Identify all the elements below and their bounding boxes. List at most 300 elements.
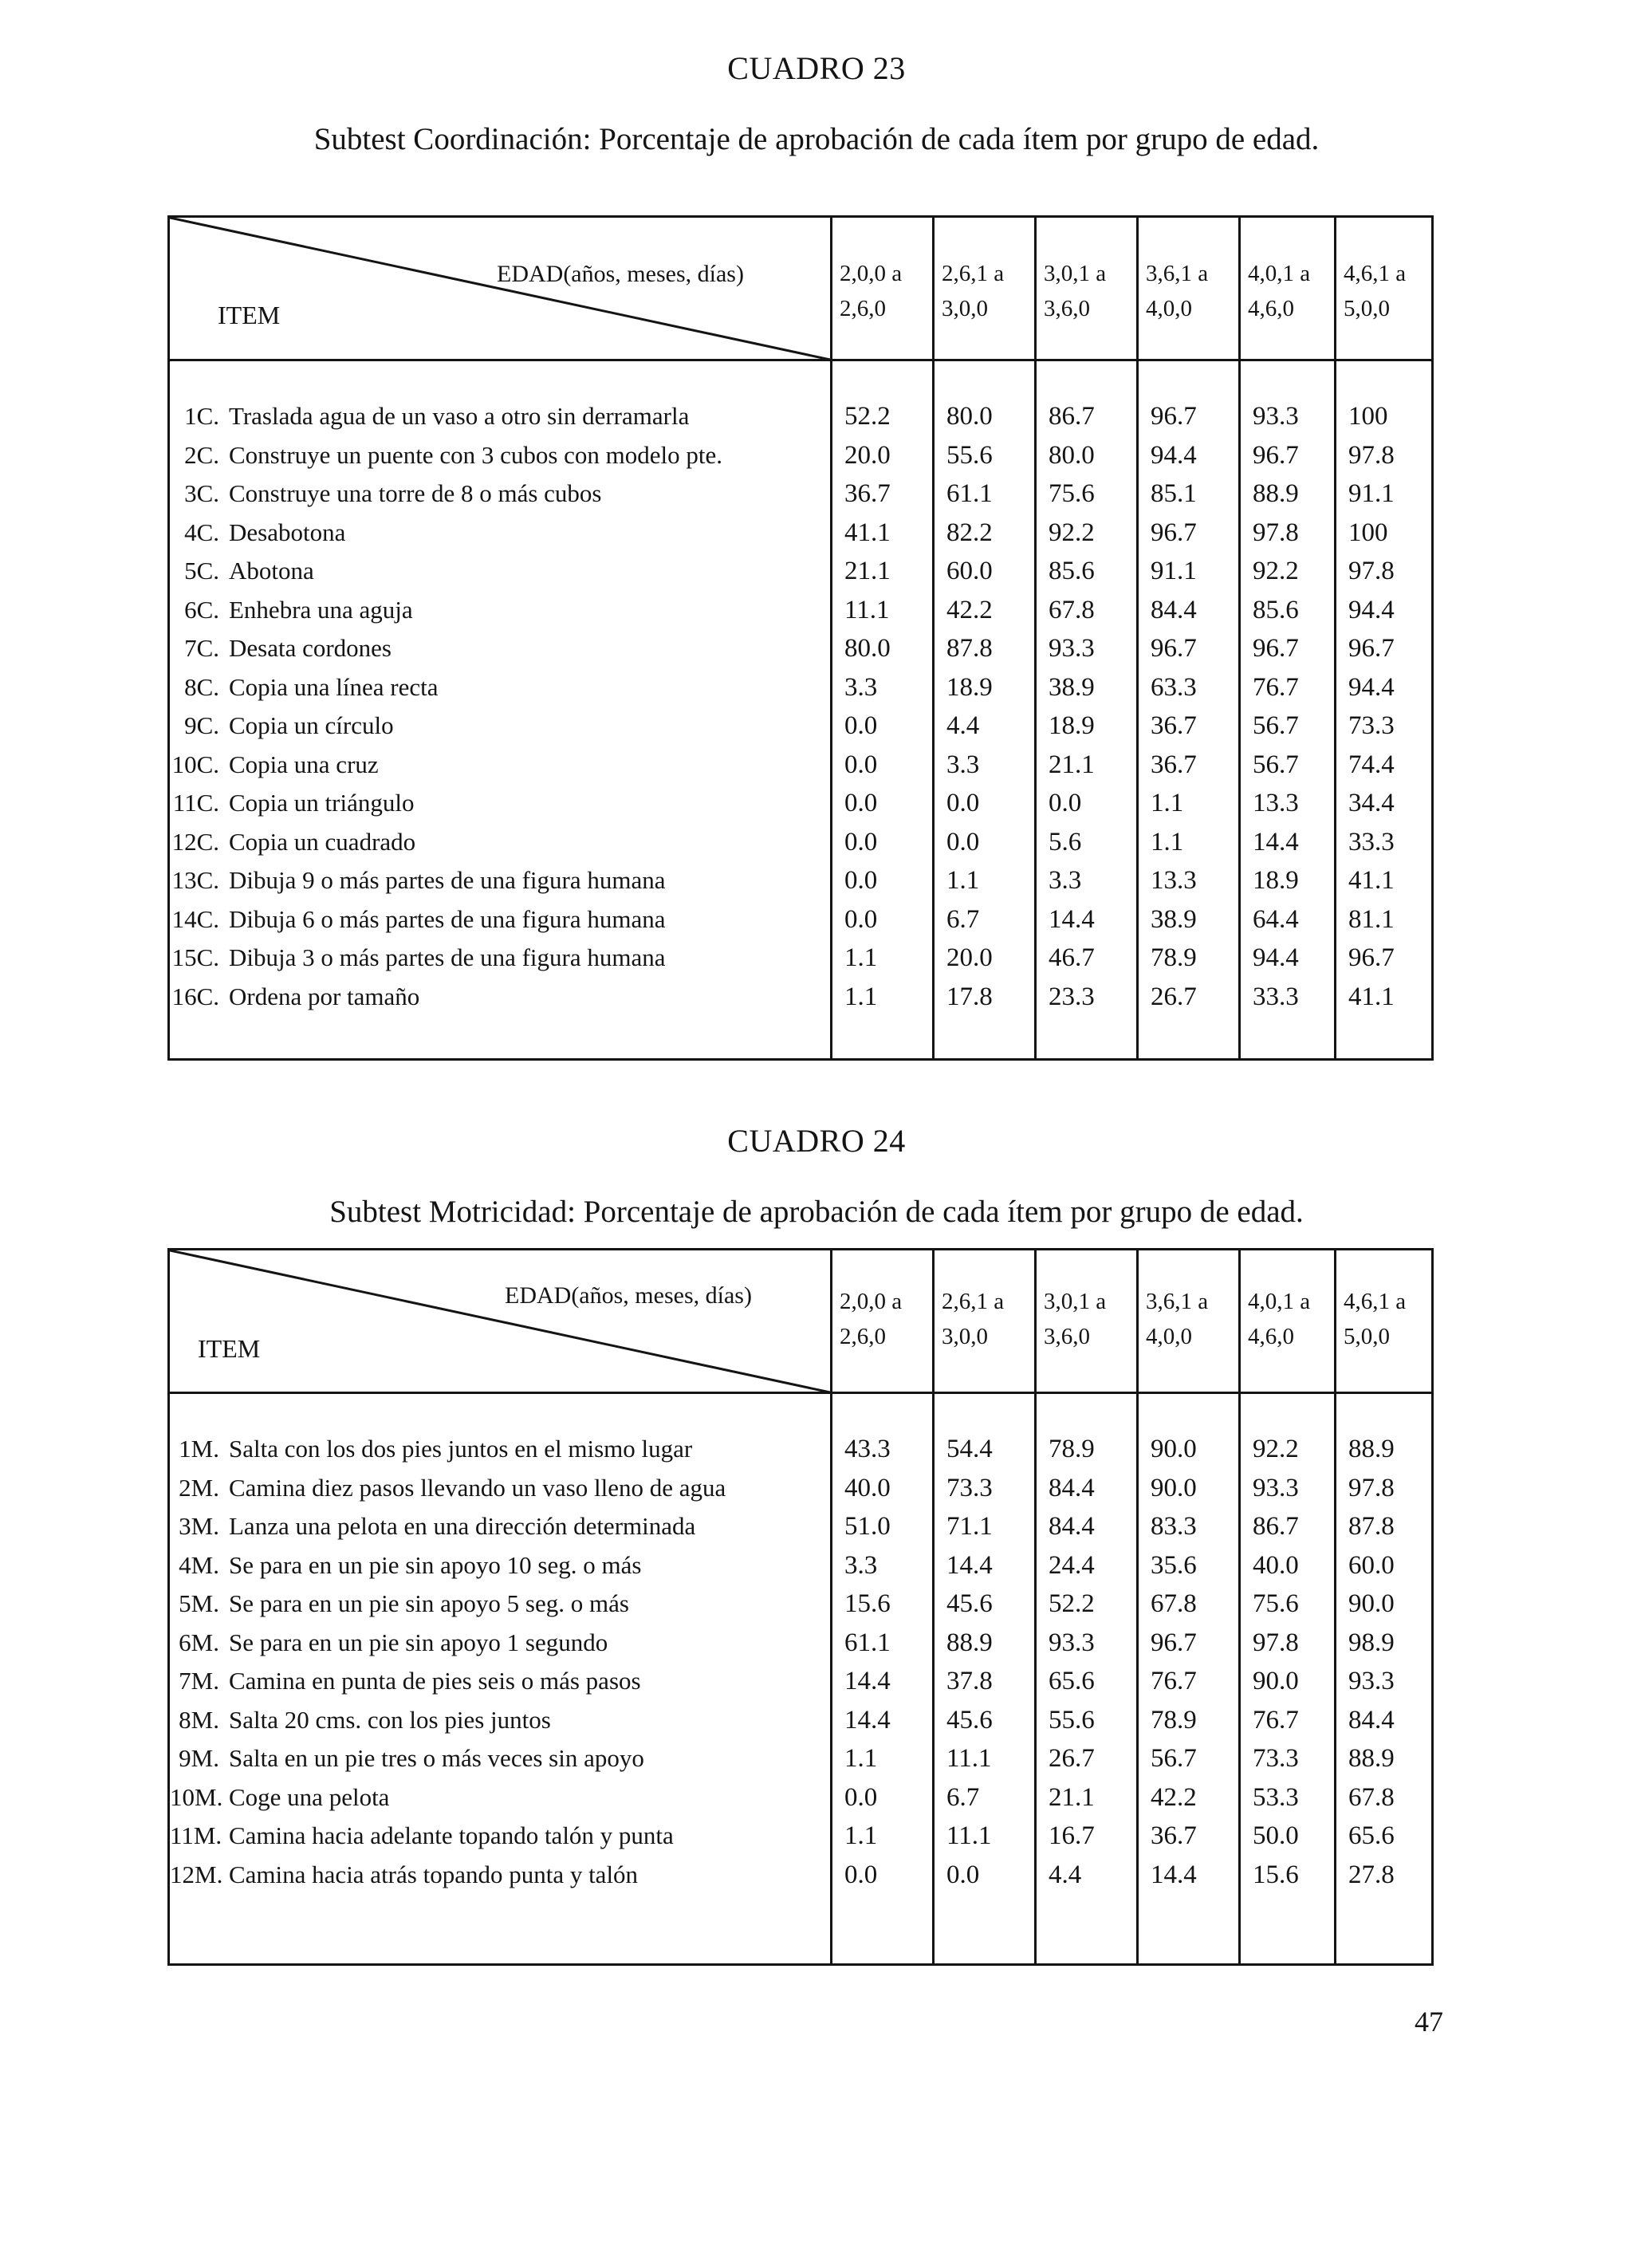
item-code: 5M. <box>179 1589 219 1617</box>
item-code: 12M. <box>170 1860 223 1888</box>
table-23-title: CUADRO 23 <box>727 50 906 86</box>
item-label-cell <box>170 823 415 861</box>
percentage-cell: 5.6 <box>1049 827 1082 856</box>
percentage-cell: 84.4 <box>1049 1473 1095 1502</box>
table-row <box>170 823 1431 861</box>
item-code: 9M. <box>179 1744 219 1772</box>
percentage-cell: 97.8 <box>1348 440 1395 470</box>
age-group-header <box>1344 256 1406 326</box>
percentage-cell: 20.0 <box>946 943 993 972</box>
percentage-cell: 1.1 <box>844 1821 878 1850</box>
percentage-cell: 92.2 <box>1253 557 1299 585</box>
percentage-cell: 42.2 <box>1151 1782 1197 1812</box>
percentage-cell: 56.7 <box>1151 1744 1197 1773</box>
percentage-cell: 97.8 <box>1253 518 1299 547</box>
item-code: 3M. <box>179 1512 219 1540</box>
percentage-cell: 93.3 <box>1253 402 1299 431</box>
item-code: 5C. <box>184 557 219 585</box>
item-label-cell <box>170 629 392 667</box>
percentage-cell: 94.4 <box>1348 595 1395 624</box>
age-to: 4,6,0 <box>1248 296 1294 321</box>
age-from: 4,0,1 a <box>1248 261 1311 286</box>
percentage-cell: 92.2 <box>1049 518 1095 547</box>
table-row <box>170 474 1431 513</box>
header-divider <box>170 359 1431 361</box>
item-code: 3C. <box>184 479 219 507</box>
percentage-cell: 36.7 <box>1151 711 1197 740</box>
table-row <box>170 1546 1431 1585</box>
percentage-cell: 73.3 <box>946 1473 993 1502</box>
item-code: 2M. <box>179 1473 219 1502</box>
percentage-cell: 23.3 <box>1049 982 1095 1011</box>
percentage-cell: 6.7 <box>946 1782 980 1812</box>
percentage-cell: 90.0 <box>1253 1667 1299 1695</box>
item-code: 4M. <box>179 1550 219 1579</box>
item-code: 8C. <box>184 672 219 701</box>
percentage-cell: 92.2 <box>1253 1435 1299 1463</box>
item-description: Se para en un pie sin apoyo 10 seg. o más <box>229 1550 642 1579</box>
percentage-cell: 4.4 <box>1049 1860 1082 1889</box>
percentage-cell: 0.0 <box>844 789 878 817</box>
percentage-cell: 3.3 <box>844 1550 878 1580</box>
item-description: Camina en punta de pies seis o más pasos <box>229 1667 641 1695</box>
percentage-cell: 0.0 <box>844 904 878 934</box>
item-description: Salta en un pie tres o más veces sin apoyo <box>229 1744 644 1772</box>
table-row <box>170 436 1431 474</box>
item-code: 10C. <box>171 750 219 778</box>
table-row <box>170 1778 1431 1817</box>
item-description: Copia un triángulo <box>229 789 415 817</box>
item-label-cell <box>170 1662 641 1700</box>
percentage-cell: 73.3 <box>1253 1744 1299 1773</box>
percentage-cell: 88.9 <box>946 1628 993 1657</box>
age-to: 4,0,0 <box>1146 296 1192 321</box>
item-description: Se para en un pie sin apoyo 1 segundo <box>229 1628 608 1656</box>
item-label-cell <box>170 939 666 977</box>
percentage-cell: 63.3 <box>1151 672 1197 702</box>
item-label-cell <box>170 707 394 745</box>
percentage-cell: 53.3 <box>1253 1782 1299 1812</box>
percentage-cell: 100 <box>1348 402 1388 431</box>
percentage-cell: 96.7 <box>1151 402 1197 431</box>
item-description: Lanza una pelota en una dirección determinada <box>229 1512 696 1540</box>
item-label-cell <box>170 1817 674 1855</box>
item-label-cell <box>170 591 413 629</box>
percentage-cell: 54.4 <box>946 1435 993 1463</box>
percentage-cell: 80.0 <box>946 402 993 431</box>
percentage-cell: 85.1 <box>1151 479 1197 508</box>
percentage-cell: 42.2 <box>946 595 993 624</box>
percentage-cell: 93.3 <box>1348 1667 1395 1695</box>
percentage-cell: 18.9 <box>1049 711 1095 740</box>
percentage-cell: 90.0 <box>1348 1589 1395 1618</box>
item-description: Desabotona <box>229 518 346 546</box>
header-item: ITEM <box>198 1334 261 1363</box>
age-to: 3,6,0 <box>1044 1324 1090 1349</box>
item-label-cell <box>170 474 601 513</box>
item-description: Dibuja 6 o más partes de una figura humana <box>229 904 666 933</box>
percentage-cell: 87.8 <box>1348 1512 1395 1541</box>
item-label-cell <box>170 1739 644 1778</box>
percentage-cell: 0.0 <box>1049 789 1082 817</box>
percentage-cell: 0.0 <box>946 1860 980 1889</box>
percentage-cell: 21.1 <box>844 557 891 585</box>
table-row <box>170 1817 1431 1855</box>
item-description: Desata cordones <box>229 634 392 662</box>
percentage-cell: 71.1 <box>946 1512 993 1541</box>
item-description: Copia una línea recta <box>229 672 439 701</box>
percentage-cell: 88.9 <box>1348 1744 1395 1773</box>
percentage-cell: 78.9 <box>1151 943 1197 972</box>
percentage-cell: 90.0 <box>1151 1435 1197 1463</box>
percentage-cell: 11.1 <box>844 595 890 624</box>
item-code: 14C. <box>171 904 219 933</box>
table-row <box>170 514 1431 552</box>
age-from: 2,6,1 a <box>942 1289 1005 1314</box>
percentage-cell: 94.4 <box>1348 672 1395 702</box>
age-to: 5,0,0 <box>1344 296 1390 321</box>
header-item: ITEM <box>218 301 281 329</box>
percentage-cell: 51.0 <box>844 1512 891 1541</box>
age-to: 3,6,0 <box>1044 296 1090 321</box>
percentage-cell: 75.6 <box>1253 1589 1299 1618</box>
percentage-cell: 41.1 <box>844 518 891 547</box>
percentage-cell: 91.1 <box>1348 479 1395 508</box>
percentage-cell: 81.1 <box>1348 904 1395 934</box>
age-group-header <box>1146 256 1208 326</box>
percentage-cell: 36.7 <box>1151 750 1197 779</box>
percentage-cell: 14.4 <box>844 1705 891 1734</box>
item-code: 7M. <box>179 1667 219 1695</box>
item-code: 13C. <box>171 866 219 894</box>
item-label-cell <box>170 900 666 939</box>
percentage-cell: 20.0 <box>844 440 891 470</box>
item-label-cell <box>170 861 666 900</box>
percentage-cell: 1.1 <box>1151 827 1184 856</box>
percentage-cell: 96.7 <box>1151 1628 1197 1657</box>
percentage-cell: 85.6 <box>1049 557 1095 585</box>
age-group-header <box>1044 1284 1106 1354</box>
percentage-cell: 78.9 <box>1049 1435 1095 1463</box>
item-code: 4C. <box>184 518 219 546</box>
percentage-cell: 74.4 <box>1348 750 1395 779</box>
age-to: 4,0,0 <box>1146 1324 1192 1349</box>
age-group-header <box>942 1284 1004 1354</box>
header-edad: EDAD(años, meses, días) <box>497 261 744 287</box>
percentage-cell: 82.2 <box>946 518 993 547</box>
percentage-cell: 16.7 <box>1049 1821 1095 1850</box>
percentage-cell: 96.7 <box>1348 634 1395 663</box>
age-group-header <box>1248 1284 1310 1354</box>
item-description: Camina hacia atrás topando punta y talón <box>229 1860 639 1888</box>
header-edad: EDAD(años, meses, días) <box>505 1282 752 1309</box>
age-to: 5,0,0 <box>1344 1324 1390 1349</box>
table-23 <box>167 215 1434 1061</box>
percentage-cell: 76.7 <box>1151 1667 1197 1695</box>
item-description: Se para en un pie sin apoyo 5 seg. o más <box>229 1589 629 1617</box>
item-code: 16C. <box>171 982 219 1010</box>
percentage-cell: 60.0 <box>1348 1550 1395 1580</box>
percentage-cell: 13.3 <box>1151 866 1197 895</box>
percentage-cell: 96.7 <box>1253 634 1299 663</box>
percentage-cell: 15.6 <box>1253 1860 1299 1889</box>
item-label-cell <box>170 514 345 552</box>
table-row <box>170 1507 1431 1545</box>
percentage-cell: 83.3 <box>1151 1512 1197 1541</box>
table-row <box>170 1662 1431 1700</box>
percentage-cell: 88.9 <box>1348 1435 1395 1463</box>
percentage-cell: 3.3 <box>1049 866 1082 895</box>
item-description: Dibuja 3 o más partes de una figura humana <box>229 943 666 971</box>
percentage-cell: 21.1 <box>1049 1782 1095 1812</box>
percentage-cell: 36.7 <box>844 479 891 508</box>
percentage-cell: 61.1 <box>946 479 993 508</box>
table-row <box>170 629 1431 667</box>
table-row <box>170 861 1431 900</box>
percentage-cell: 50.0 <box>1253 1821 1299 1850</box>
percentage-cell: 11.1 <box>946 1821 992 1850</box>
percentage-cell: 14.4 <box>1253 827 1299 856</box>
percentage-cell: 43.3 <box>844 1435 891 1463</box>
percentage-cell: 18.9 <box>1253 866 1299 895</box>
age-group-header <box>1344 1284 1406 1354</box>
age-to: 2,6,0 <box>840 1324 886 1349</box>
percentage-cell: 3.3 <box>844 672 878 702</box>
percentage-cell: 80.0 <box>1049 440 1095 470</box>
item-code: 9C. <box>184 711 219 739</box>
percentage-cell: 93.3 <box>1049 1628 1095 1657</box>
percentage-cell: 0.0 <box>946 789 980 817</box>
percentage-cell: 0.0 <box>946 827 980 856</box>
percentage-cell: 52.2 <box>1049 1589 1095 1618</box>
table-row <box>170 1856 1431 1894</box>
item-label-cell <box>170 1624 608 1662</box>
percentage-cell: 93.3 <box>1253 1473 1299 1502</box>
percentage-cell: 87.8 <box>946 634 993 663</box>
percentage-cell: 56.7 <box>1253 750 1299 779</box>
percentage-cell: 14.4 <box>844 1667 891 1695</box>
table-24-subtitle: Subtest Motricidad: Porcentaje de aprobación de cada ítem por grupo de edad. <box>329 1195 1304 1229</box>
table-24 <box>167 1248 1434 1966</box>
age-group-header <box>840 1284 902 1354</box>
age-from: 2,6,1 a <box>942 261 1005 286</box>
item-label-cell <box>170 1546 641 1585</box>
age-group-header <box>1248 256 1310 326</box>
table-row <box>170 397 1431 435</box>
percentage-cell: 90.0 <box>1151 1473 1197 1502</box>
percentage-cell: 46.7 <box>1049 943 1095 972</box>
percentage-cell: 96.7 <box>1253 440 1299 470</box>
percentage-cell: 13.3 <box>1253 789 1299 817</box>
item-code: 11C. <box>172 789 219 817</box>
percentage-cell: 26.7 <box>1049 1744 1095 1773</box>
item-label-cell <box>170 1778 389 1817</box>
item-code: 10M. <box>170 1782 223 1811</box>
item-code: 1M. <box>179 1435 219 1463</box>
percentage-cell: 0.0 <box>844 1782 878 1812</box>
percentage-cell: 56.7 <box>1253 711 1299 740</box>
percentage-cell: 65.6 <box>1049 1667 1095 1695</box>
item-description: Abotona <box>229 557 314 585</box>
percentage-cell: 0.0 <box>844 866 878 895</box>
percentage-cell: 11.1 <box>946 1744 992 1773</box>
item-description: Enhebra una aguja <box>229 595 413 624</box>
item-label-cell <box>170 1585 629 1623</box>
percentage-cell: 86.7 <box>1049 402 1095 431</box>
percentage-cell: 67.8 <box>1049 595 1095 624</box>
percentage-cell: 45.6 <box>946 1705 993 1734</box>
percentage-cell: 78.9 <box>1151 1705 1197 1734</box>
page-number: 47 <box>1415 2006 1443 2038</box>
header-diagonal-line <box>170 1250 832 1394</box>
table-row <box>170 1701 1431 1739</box>
percentage-cell: 94.4 <box>1253 943 1299 972</box>
percentage-cell: 14.4 <box>946 1550 993 1580</box>
item-label-cell <box>170 1430 692 1468</box>
percentage-cell: 0.0 <box>844 711 878 740</box>
item-label-cell <box>170 397 689 435</box>
item-description: Copia un cuadrado <box>229 827 416 856</box>
item-description: Camina diez pasos llevando un vaso lleno de agua <box>229 1473 726 1502</box>
percentage-cell: 34.4 <box>1348 789 1395 817</box>
age-to: 4,6,0 <box>1248 1324 1294 1349</box>
table-row <box>170 1624 1431 1662</box>
percentage-cell: 98.9 <box>1348 1628 1395 1657</box>
item-code: 15C. <box>171 943 219 971</box>
percentage-cell: 67.8 <box>1151 1589 1197 1618</box>
item-label-cell <box>170 1469 726 1507</box>
percentage-cell: 37.8 <box>946 1667 993 1695</box>
percentage-cell: 88.9 <box>1253 479 1299 508</box>
percentage-cell: 38.9 <box>1049 672 1095 702</box>
item-label-cell <box>170 1701 551 1739</box>
percentage-cell: 35.6 <box>1151 1550 1197 1580</box>
percentage-cell: 55.6 <box>1049 1705 1095 1734</box>
item-label-cell <box>170 784 414 822</box>
age-from: 3,6,1 a <box>1146 1289 1209 1314</box>
percentage-cell: 94.4 <box>1151 440 1197 470</box>
percentage-cell: 33.3 <box>1348 827 1395 856</box>
percentage-cell: 91.1 <box>1151 557 1197 585</box>
table-row <box>170 939 1431 977</box>
item-code: 2C. <box>184 440 219 469</box>
table-row <box>170 552 1431 590</box>
table-row <box>170 746 1431 784</box>
percentage-cell: 84.4 <box>1049 1512 1095 1541</box>
table-row <box>170 668 1431 707</box>
percentage-cell: 96.7 <box>1348 943 1395 972</box>
item-description: Dibuja 9 o más partes de una figura humana <box>229 866 666 894</box>
percentage-cell: 0.0 <box>844 750 878 779</box>
percentage-cell: 15.6 <box>844 1589 891 1618</box>
percentage-cell: 84.4 <box>1151 595 1197 624</box>
percentage-cell: 33.3 <box>1253 982 1299 1011</box>
percentage-cell: 40.0 <box>1253 1550 1299 1580</box>
item-code: 12C. <box>171 827 219 856</box>
item-code: 8M. <box>179 1705 219 1734</box>
percentage-cell: 0.0 <box>844 827 878 856</box>
age-from: 3,0,1 a <box>1044 261 1107 286</box>
percentage-cell: 67.8 <box>1348 1782 1395 1812</box>
table-23-subtitle: Subtest Coordinación: Porcentaje de aprobación de cada ítem por grupo de edad. <box>313 122 1320 156</box>
percentage-cell: 18.9 <box>946 672 993 702</box>
percentage-cell: 14.4 <box>1049 904 1095 934</box>
age-from: 4,6,1 a <box>1344 1289 1407 1314</box>
item-description: Construye un puente con 3 cubos con modelo pte. <box>229 440 723 469</box>
item-label-cell <box>170 436 722 474</box>
item-description: Camina hacia adelante topando talón y punta <box>229 1821 674 1849</box>
percentage-cell: 64.4 <box>1253 904 1299 934</box>
table-row <box>170 1739 1431 1778</box>
item-label-cell <box>170 1507 695 1545</box>
item-description: Coge una pelota <box>229 1782 390 1811</box>
table-row <box>170 1585 1431 1623</box>
percentage-cell: 36.7 <box>1151 1821 1197 1850</box>
percentage-cell: 97.8 <box>1348 1473 1395 1502</box>
percentage-cell: 41.1 <box>1348 982 1395 1011</box>
table-row <box>170 900 1431 939</box>
percentage-cell: 38.9 <box>1151 904 1197 934</box>
table-24-title: CUADRO 24 <box>727 1123 906 1159</box>
percentage-cell: 27.8 <box>1348 1860 1395 1889</box>
percentage-cell: 24.4 <box>1049 1550 1095 1580</box>
table-row <box>170 978 1431 1016</box>
percentage-cell: 52.2 <box>844 402 891 431</box>
percentage-cell: 75.6 <box>1049 479 1095 508</box>
item-description: Ordena por tamaño <box>229 982 420 1010</box>
percentage-cell: 76.7 <box>1253 672 1299 702</box>
age-group-header <box>1146 1284 1208 1354</box>
percentage-cell: 26.7 <box>1151 982 1197 1011</box>
age-from: 4,6,1 a <box>1344 261 1407 286</box>
age-group-header <box>840 256 902 326</box>
table-row <box>170 1469 1431 1507</box>
percentage-cell: 1.1 <box>844 982 878 1011</box>
item-label-cell <box>170 668 439 707</box>
percentage-cell: 55.6 <box>946 440 993 470</box>
item-code: 6M. <box>179 1628 219 1656</box>
percentage-cell: 40.0 <box>844 1473 891 1502</box>
percentage-cell: 14.4 <box>1151 1860 1197 1889</box>
age-to: 3,0,0 <box>942 1324 988 1349</box>
item-label-cell <box>170 1856 638 1894</box>
percentage-cell: 1.1 <box>844 943 878 972</box>
percentage-cell: 73.3 <box>1348 711 1395 740</box>
percentage-cell: 60.0 <box>946 557 993 585</box>
percentage-cell: 3.3 <box>946 750 980 779</box>
percentage-cell: 97.8 <box>1253 1628 1299 1657</box>
item-description: Traslada agua de un vaso a otro sin derramarla <box>229 402 690 430</box>
percentage-cell: 4.4 <box>946 711 980 740</box>
table-row <box>170 784 1431 822</box>
age-from: 2,0,0 a <box>840 1289 903 1314</box>
item-code: 6C. <box>184 595 219 624</box>
percentage-cell: 65.6 <box>1348 1821 1395 1850</box>
percentage-cell: 1.1 <box>946 866 980 895</box>
item-description: Construye una torre de 8 o más cubos <box>229 479 602 507</box>
table-row <box>170 1430 1431 1468</box>
age-from: 2,0,0 a <box>840 261 903 286</box>
header-diagonal-line <box>170 218 832 361</box>
item-code: 7C. <box>184 634 219 662</box>
percentage-cell: 80.0 <box>844 634 891 663</box>
percentage-cell: 93.3 <box>1049 634 1095 663</box>
percentage-cell: 45.6 <box>946 1589 993 1618</box>
item-code: 1C. <box>184 402 219 430</box>
item-code: 11M. <box>170 1821 222 1849</box>
item-label-cell <box>170 978 419 1016</box>
age-from: 4,0,1 a <box>1248 1289 1311 1314</box>
